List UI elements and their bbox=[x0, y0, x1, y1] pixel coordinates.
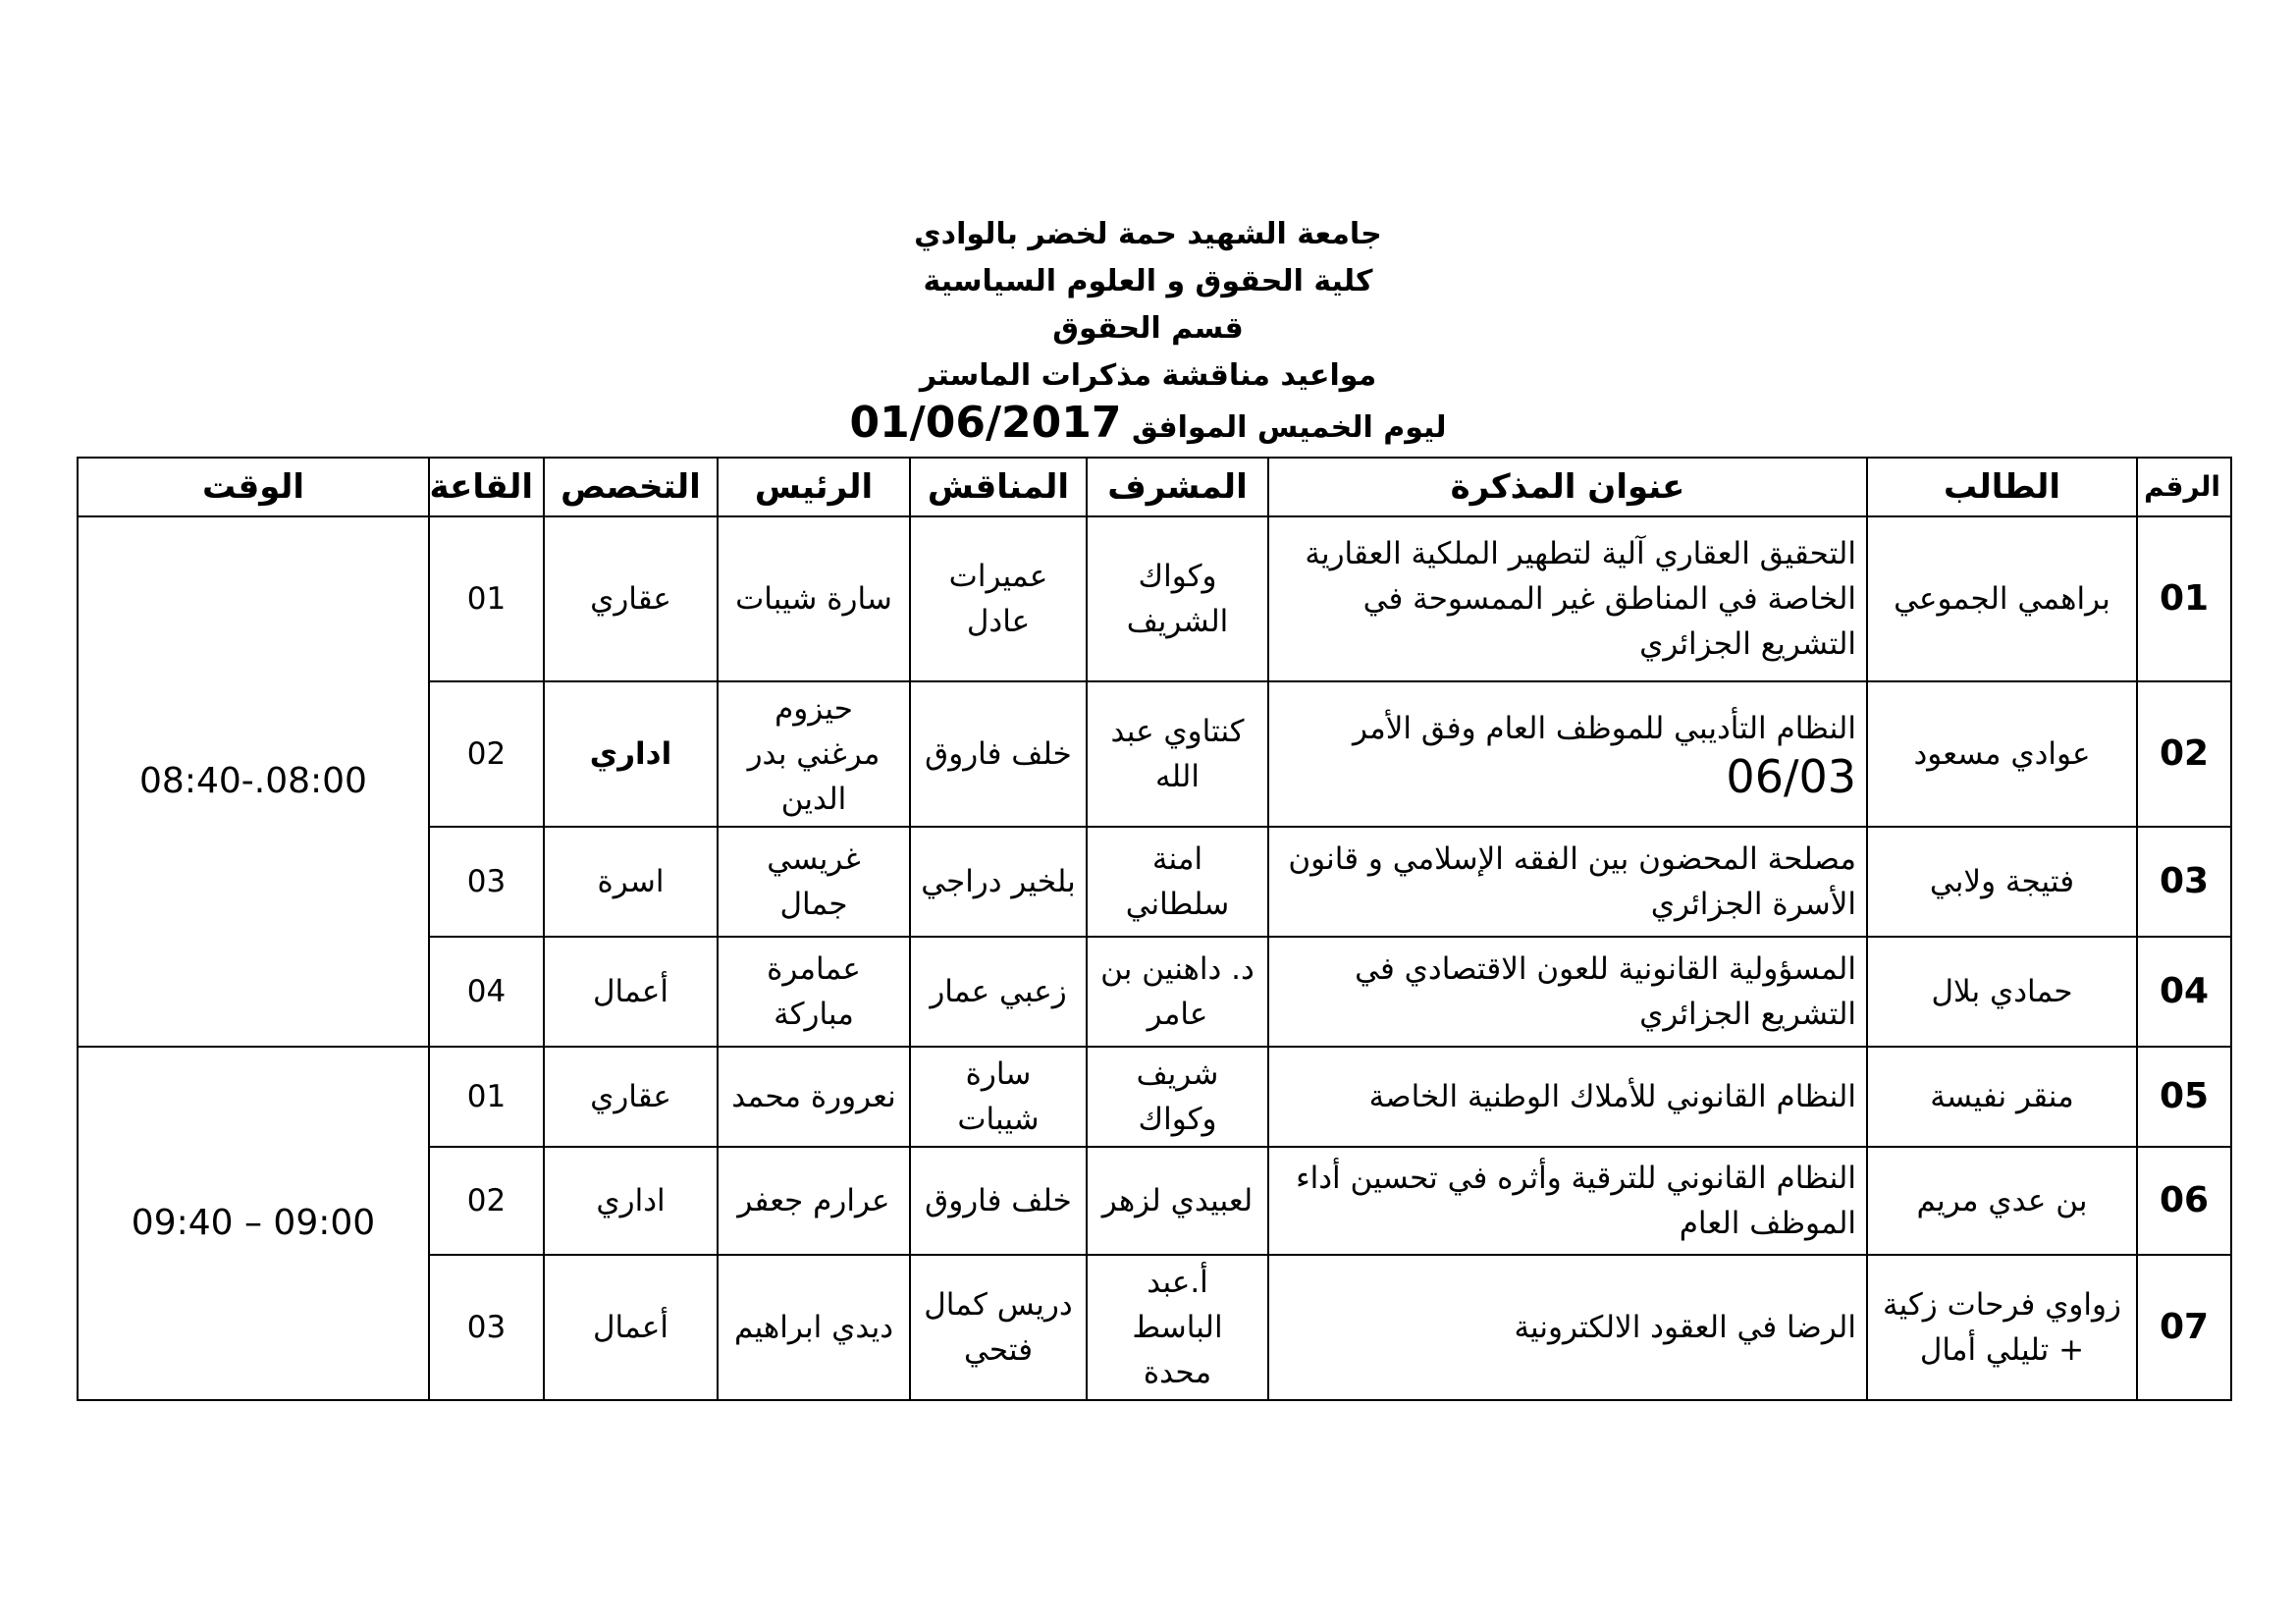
schedule-date: 01/06/2017 bbox=[849, 398, 1122, 448]
supervisor-name: شريف وكواك bbox=[1087, 1047, 1268, 1147]
student-name: بن عدي مريم bbox=[1867, 1147, 2137, 1255]
supervisor-name: أ.عبد الباسط محدة bbox=[1087, 1255, 1268, 1400]
row-num: 04 bbox=[2137, 937, 2231, 1047]
student-name: عوادي مسعود bbox=[1867, 681, 2137, 827]
student-name: منقر نفيسة bbox=[1867, 1047, 2137, 1147]
table-row bbox=[78, 1047, 2231, 1147]
specialty: عقاري bbox=[544, 1047, 718, 1147]
date-line bbox=[0, 400, 2296, 447]
supervisor-name: امنة سلطاني bbox=[1087, 827, 1268, 937]
row-num: 05 bbox=[2137, 1047, 2231, 1147]
specialty: أعمال bbox=[544, 937, 718, 1047]
row-num: 01 bbox=[2137, 516, 2231, 681]
time-slot: 08:40-.08:00 bbox=[78, 516, 429, 1047]
specialty: أعمال bbox=[544, 1255, 718, 1400]
examiner-name: دريس كمال فتحي bbox=[910, 1255, 1087, 1400]
university-name: جامعة الشهيد حمة لخضر بالوادي bbox=[914, 217, 1382, 251]
room: 03 bbox=[429, 1255, 544, 1400]
thesis-title: الرضا في العقود الالكترونية bbox=[1268, 1255, 1867, 1400]
president-name: سارة شيبات bbox=[718, 516, 910, 681]
specialty: اداري bbox=[544, 681, 718, 827]
president-name: غريسي جمال bbox=[718, 827, 910, 937]
student-name: براهمي الجموعي bbox=[1867, 516, 2137, 681]
supervisor-name: كنتاوي عبد الله bbox=[1087, 681, 1268, 827]
decree-number: 06/03 bbox=[1726, 750, 1856, 803]
thesis-title: النظام التأديبي للموظف العام وفق الأمر bbox=[1353, 711, 1856, 746]
time-slot: 09:40 – 09:00 bbox=[78, 1047, 429, 1400]
student-name: فتيجة ولابي bbox=[1867, 827, 2137, 937]
col-examiner: المناقش bbox=[910, 458, 1087, 516]
thesis-title: المسؤولية القانونية للعون الاقتصادي في التشريع الجزائري bbox=[1268, 937, 1867, 1047]
row-num: 02 bbox=[2137, 681, 2231, 827]
examiner-name: خلف فاروق bbox=[910, 681, 1087, 827]
supervisor-name: وكواك الشريف bbox=[1087, 516, 1268, 681]
day-label: ليوم الخميس الموافق bbox=[1131, 410, 1447, 445]
col-num: الرقم bbox=[2137, 458, 2231, 516]
row-num: 07 bbox=[2137, 1255, 2231, 1400]
president-name: عمامرة مباركة bbox=[718, 937, 910, 1047]
table-header-row bbox=[78, 458, 2231, 516]
student-name: حمادي بلال bbox=[1867, 937, 2137, 1047]
president-name: ديدي ابراهيم bbox=[718, 1255, 910, 1400]
examiner-name: خلف فاروق bbox=[910, 1147, 1087, 1255]
thesis-title: النظام القانوني للأملاك الوطنية الخاصة bbox=[1268, 1047, 1867, 1147]
department-name: قسم الحقوق bbox=[1052, 311, 1244, 346]
room: 03 bbox=[429, 827, 544, 937]
specialty: اسرة bbox=[544, 827, 718, 937]
col-room: القاعة bbox=[429, 458, 544, 516]
examiner-name: سارة شيبات bbox=[910, 1047, 1087, 1147]
col-student: الطالب bbox=[1867, 458, 2137, 516]
row-num: 03 bbox=[2137, 827, 2231, 937]
supervisor-name: د. داهنين بن عامر bbox=[1087, 937, 1268, 1047]
document-header bbox=[0, 211, 2296, 447]
president-name: حيزوم مرغني بدر الدين bbox=[718, 681, 910, 827]
president-name: نعرورة محمد bbox=[718, 1047, 910, 1147]
student-name: زواوي فرحات زكية + تليلي أمال bbox=[1867, 1255, 2137, 1400]
thesis-title: النظام القانوني للترقية وأثره في تحسين أداء الموظف العام bbox=[1268, 1147, 1867, 1255]
col-specialty: التخصص bbox=[544, 458, 718, 516]
col-thesis: عنوان المذكرة bbox=[1268, 458, 1867, 516]
document-title: مواعيد مناقشة مذكرات الماستر bbox=[919, 358, 1377, 393]
examiner-name: بلخير دراجي bbox=[910, 827, 1087, 937]
thesis-title: التحقيق العقاري آلية لتطهير الملكية العقارية الخاصة في المناطق غير الممسوحة في التشريع الجزائري bbox=[1268, 516, 1867, 681]
thesis-title: مصلحة المحضون بين الفقه الإسلامي و قانون الأسرة الجزائري bbox=[1268, 827, 1867, 937]
examiner-name: زعبي عمار bbox=[910, 937, 1087, 1047]
room: 01 bbox=[429, 516, 544, 681]
room: 02 bbox=[429, 1147, 544, 1255]
col-president: الرئيس bbox=[718, 458, 910, 516]
col-supervisor: المشرف bbox=[1087, 458, 1268, 516]
row-num: 06 bbox=[2137, 1147, 2231, 1255]
president-name: عرارم جعفر bbox=[718, 1147, 910, 1255]
specialty: اداري bbox=[544, 1147, 718, 1255]
room: 01 bbox=[429, 1047, 544, 1147]
defense-schedule-table bbox=[77, 457, 2232, 1401]
table-row bbox=[78, 516, 2231, 681]
supervisor-name: لعبيدي لزهر bbox=[1087, 1147, 1268, 1255]
faculty-name: كلية الحقوق و العلوم السياسية bbox=[923, 264, 1373, 298]
room: 04 bbox=[429, 937, 544, 1047]
examiner-name: عميرات عادل bbox=[910, 516, 1087, 681]
thesis-title-cell bbox=[1268, 681, 1867, 827]
room: 02 bbox=[429, 681, 544, 827]
specialty: عقاري bbox=[544, 516, 718, 681]
col-time: الوقت bbox=[78, 458, 429, 516]
